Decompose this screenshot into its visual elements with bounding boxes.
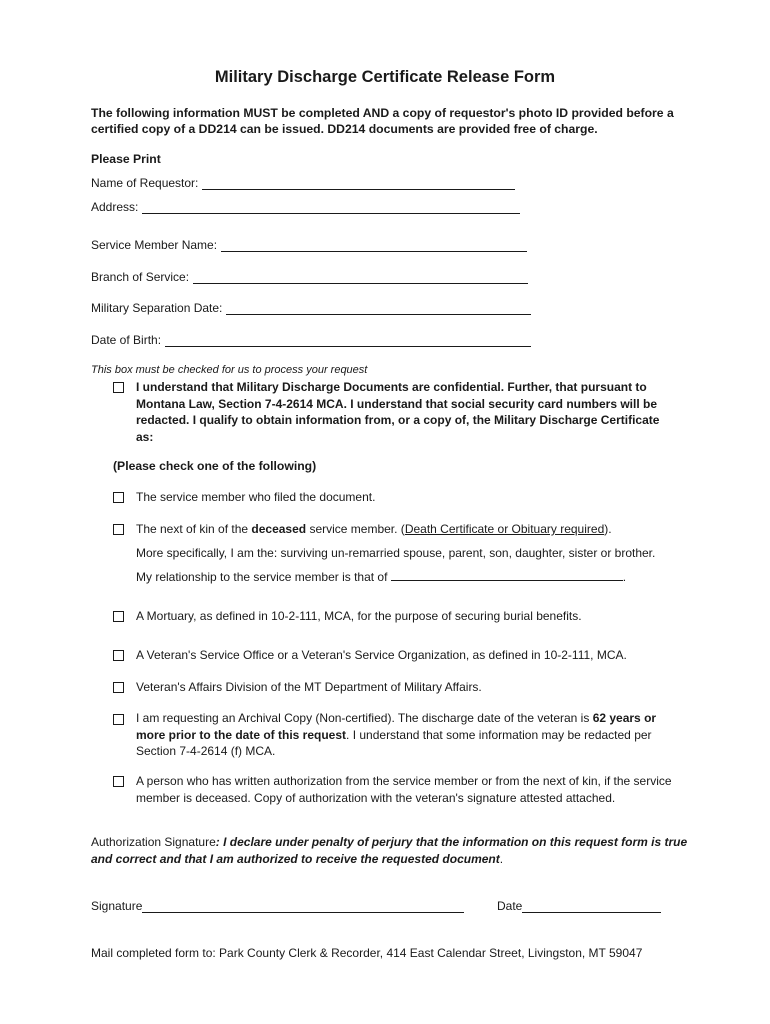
archival-copy-option <box>136 710 676 760</box>
branch-of-service-input-line[interactable] <box>193 271 528 284</box>
intro-paragraph: The following information MUST be completed AND a copy of requestor's photo ID provided before a certified copy of a DD214 can be issued. DD214 documents are provided free of charge. <box>91 106 674 136</box>
understand-statement: I understand that Military Discharge Documents are confidential. Further, that pursuant to Montana Law, Section 7-4-2614 MCA. I understand that social security card numbers will be redacted. I qualify to obtain information from, or a copy of, the Military Discharge Certificate as: <box>136 380 660 444</box>
date-of-birth-input-line[interactable] <box>165 334 531 347</box>
next-of-kin-text-post: ). <box>604 522 612 536</box>
branch-of-service-label: Branch of Service: <box>91 270 190 284</box>
check-one-heading: (Please check one of the following) <box>113 459 317 473</box>
please-print-label: Please Print <box>91 152 161 166</box>
date-of-birth-label: Date of Birth: <box>91 333 162 347</box>
signature-input-line[interactable] <box>142 900 464 913</box>
separation-date-input-line[interactable] <box>226 302 531 315</box>
mail-to-instructions: Mail completed form to: Park County Clerk & Recorder, 414 East Calendar Street, Livingston, MT 59047 <box>91 946 643 960</box>
form-title: Military Discharge Certificate Release Form <box>214 68 556 86</box>
veterans-service-checkbox[interactable] <box>113 650 124 661</box>
signature-field <box>91 899 464 913</box>
address-field <box>91 200 520 214</box>
relationship-label: My relationship to the service member is that of <box>136 570 388 584</box>
next-of-kin-text-pre: The next of kin of the <box>136 522 252 536</box>
perjury-declaration: I declare under penalty of perjury that the information on this request form is true and correct and that I am authorized to receive the requested document <box>91 835 688 866</box>
veterans-service-option: A Veteran's Service Office or a Veteran's Service Organization, as defined in 10-2-111, MCA. <box>136 648 627 662</box>
mortuary-option: A Mortuary, as defined in 10-2-111, MCA, for the purpose of securing burial benefits. <box>136 609 582 623</box>
service-member-name-field <box>91 238 527 252</box>
declaration-end: . <box>499 852 504 866</box>
death-certificate-requirement: Death Certificate or Obituary required <box>404 522 605 536</box>
next-of-kin-checkbox[interactable] <box>113 524 124 535</box>
mortuary-checkbox[interactable] <box>113 611 124 622</box>
deceased-text: deceased <box>251 522 307 536</box>
requestor-name-label: Name of Requestor: <box>91 176 199 190</box>
authorization-signature-label: Authorization Signature <box>91 835 216 849</box>
relationship-input-line[interactable] <box>391 568 623 581</box>
written-authorization-option: A person who has written authorization from the service member or from the next of kin, if the service member is deceased. Copy of authorization with the veteran's signature attested attached. <box>136 774 672 805</box>
veterans-affairs-checkbox[interactable] <box>113 682 124 693</box>
address-input-line[interactable] <box>142 201 520 214</box>
date-input-line[interactable] <box>522 900 661 913</box>
date-field <box>497 899 661 913</box>
separation-date-field <box>91 301 531 315</box>
next-of-kin-text-mid: service member. ( <box>306 522 405 536</box>
date-of-birth-field <box>91 333 531 347</box>
authorization-colon: : <box>215 835 224 849</box>
service-member-option: The service member who filed the document. <box>136 490 376 504</box>
separation-date-label: Military Separation Date: <box>91 301 223 315</box>
veterans-affairs-option: Veteran's Affairs Division of the MT Department of Military Affairs. <box>136 680 482 694</box>
service-member-checkbox[interactable] <box>113 492 124 503</box>
relationship-end: . <box>622 570 627 584</box>
next-of-kin-specifics: More specifically, I am the: surviving un-remarried spouse, parent, son, daughter, sister or brother. <box>136 546 656 560</box>
address-label: Address: <box>91 200 139 214</box>
requestor-name-field <box>91 176 515 190</box>
understand-checkbox[interactable] <box>113 382 124 393</box>
signature-label: Signature <box>91 899 143 913</box>
requestor-name-input-line[interactable] <box>202 177 515 190</box>
written-authorization-checkbox[interactable] <box>113 776 124 787</box>
branch-of-service-field <box>91 270 528 284</box>
service-member-name-input-line[interactable] <box>221 239 527 252</box>
archival-text-pre: I am requesting an Archival Copy (Non-certified). The discharge date of the veteran is <box>136 711 593 725</box>
next-of-kin-option <box>136 521 676 538</box>
relationship-field <box>136 568 676 586</box>
archival-text-post: . I understand that some information may be redacted per Section 7-4-2614 (f) MCA. <box>136 727 652 758</box>
authorization-signature-statement <box>91 834 691 868</box>
service-member-name-label: Service Member Name: <box>91 238 218 252</box>
date-label: Date <box>497 899 523 913</box>
archival-copy-checkbox[interactable] <box>113 714 124 725</box>
archival-text-bold: 62 years or more prior to the date of this request <box>136 711 657 742</box>
box-note: This box must be checked for us to process your request <box>91 364 368 376</box>
